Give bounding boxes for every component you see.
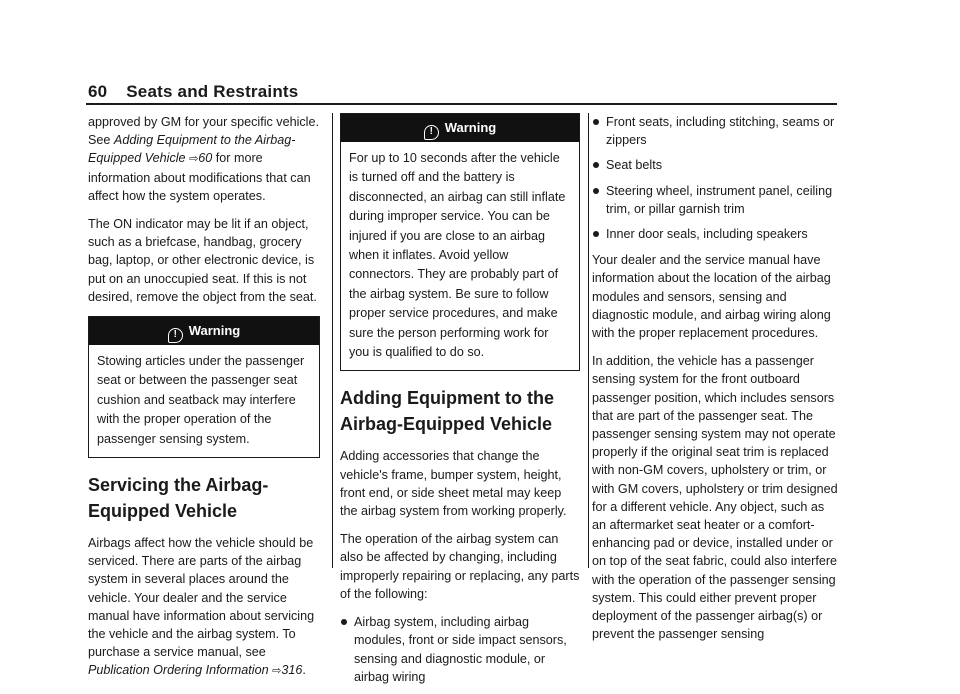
text: Airbags affect how the vehicle should be serviced. There are parts of the airbag system in several places around the vehicle. Your dealer and the service manual have information about servicing the vehicle and the airbag system. To purchase a service manual, see <box>88 536 315 660</box>
warning-title: Warning <box>188 323 241 339</box>
list-item <box>592 182 840 218</box>
list-item <box>592 225 840 243</box>
bullet-icon <box>593 231 599 237</box>
bullet-icon <box>593 119 599 125</box>
bullet-list <box>340 613 580 686</box>
section-heading: Servicing the Airbag-Equipped Vehicle <box>88 475 269 522</box>
warning-text: For up to 10 seconds after the vehicle is turned off and the battery is disconnected, an airbag can still inflate during improper service. You can be injured if you are close to an airbag when it inflates. Avoid yellow connectors. They are probably part of the airbag system. Be sure to follow proper service procedures, and make sure the person performing work for you is qualified to do so. <box>349 151 566 360</box>
page-ref-arrow-icon: ⇨ <box>189 153 199 166</box>
bullet-icon <box>593 188 599 194</box>
list-item-text: Steering wheel, instrument panel, ceiling trim, or pillar garnish trim <box>606 183 833 216</box>
list-item-text: Inner door seals, including speakers <box>606 227 808 242</box>
warning-header <box>89 317 319 345</box>
paragraph: The operation of the airbag system can also be affected by changing, including improperly repairing or replacing, any parts of the following: <box>340 532 580 601</box>
warning-title: Warning <box>444 120 497 135</box>
text: for more information about modifications that can affect how the system operates. <box>88 151 311 203</box>
warning-header <box>341 114 579 142</box>
bullet-icon <box>341 619 347 625</box>
paragraph: The ON indicator may be lit if an object, such as a briefcase, handbag, grocery bag, laptop, or other electronic device, is put on an unoccupied seat. If this is not desired, remove the object from the seat. <box>88 217 317 304</box>
column-2 <box>340 113 580 694</box>
column-3 <box>592 113 840 653</box>
header-rule <box>86 103 837 105</box>
page-header <box>88 82 298 102</box>
section-heading: Adding Equipment to the Airbag-Equipped Vehicle <box>340 388 554 435</box>
list-item-text: Front seats, including stitching, seams or zippers <box>606 115 835 148</box>
paragraph <box>88 534 320 681</box>
page-ref-number[interactable]: 316 <box>281 663 303 678</box>
list-item-text: Airbag system, including airbag modules, front or side impact sensors, sensing and diagnostic module, or airbag wiring <box>354 615 567 684</box>
warning-text: Stowing articles under the passenger seat or between the passenger seat cushion and seatback may interfere with the proper operation of the passenger sensing system. <box>97 354 305 446</box>
section-title: Seats and Restraints <box>126 82 299 101</box>
paragraph: Your dealer and the service manual have information about the location of the airbag modules and sensors, sensing and diagnostic module, and airbag wiring along with the proper replacement procedures. <box>592 253 831 341</box>
cross-reference-link[interactable]: Publication Ordering Information <box>88 663 269 678</box>
bullet-list <box>592 113 840 243</box>
column-1 <box>88 113 320 691</box>
list-item <box>592 156 840 174</box>
list-item <box>592 113 840 149</box>
warning-icon: ! <box>424 125 439 140</box>
paragraph: Adding accessories that change the vehicle's frame, bumper system, height, front end, or side sheet metal may keep the airbag system from working properly. <box>340 449 567 519</box>
list-item <box>340 613 580 686</box>
page-number: 60 <box>88 82 108 101</box>
page-ref-number[interactable]: 60 <box>198 151 213 166</box>
text: . <box>302 663 306 678</box>
warning-box <box>340 113 580 371</box>
column-divider <box>588 113 589 568</box>
page-ref-arrow-icon: ⇨ <box>272 665 282 678</box>
list-item-text: Seat belts <box>606 158 663 173</box>
cross-reference-link[interactable]: Adding Equipment to the Airbag-Equipped Vehicle <box>88 133 296 166</box>
warning-icon: ! <box>168 328 183 343</box>
paragraph: In addition, the vehicle has a passenger sensing system for the front outboard passenger position, which includes sensors that are part of the passenger seat. The passenger sensing system may not operate properly if the original seat trim is replaced with non-GM covers, upholstery or trim, or with GM covers, upholstery or trim designed for a different vehicle. Any object, such as an aftermarket seat heater or a comfort-enhancing pad or device, installed under or on top of the seat fabric, could also interfere with the operation of the passenger sensing system. This could either prevent proper deployment of the passenger airbag(s) or prevent the passenger sensing <box>592 354 838 642</box>
column-divider <box>332 113 333 568</box>
warning-box <box>88 316 320 458</box>
bullet-icon <box>593 162 599 168</box>
paragraph <box>88 113 320 205</box>
text: approved by GM for your specific vehicle. See <box>88 115 319 148</box>
